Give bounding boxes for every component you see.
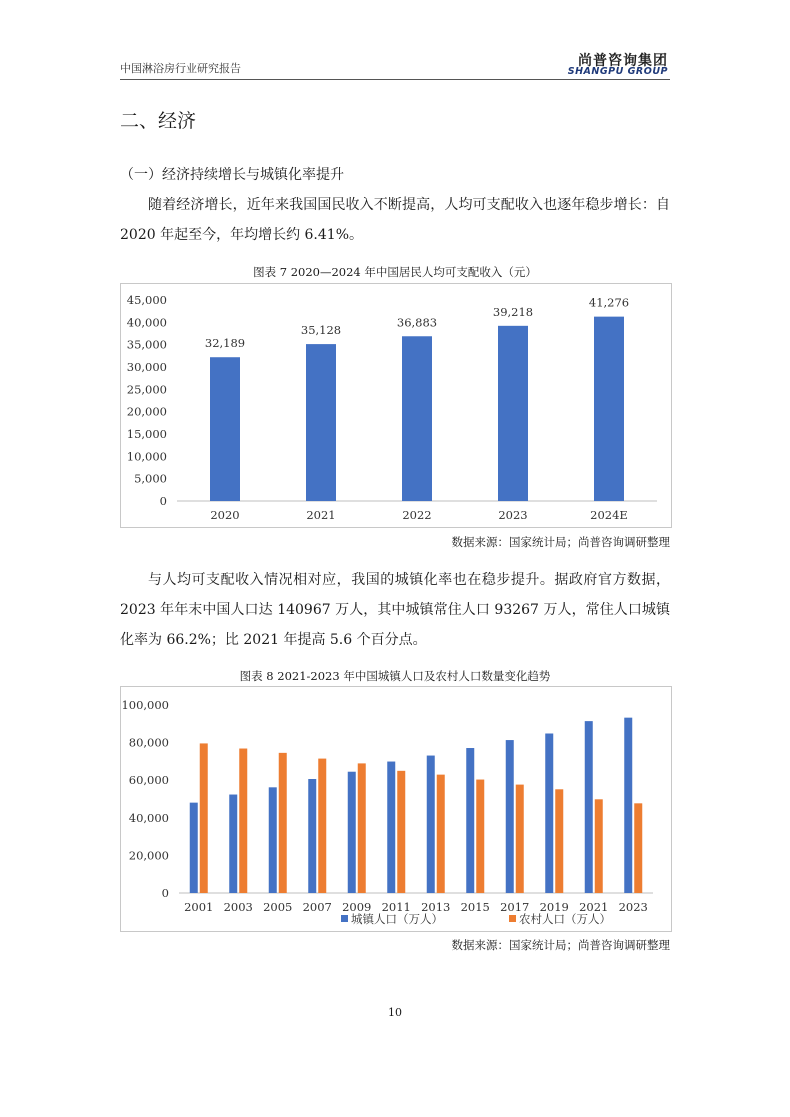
bar <box>306 344 336 501</box>
brand-logo-en: SHANGPU GROUP <box>567 66 668 77</box>
bar-rural <box>595 799 603 893</box>
y-tick-label: 25,000 <box>126 382 167 397</box>
paragraph-urbanization: 与人均可支配收入情况相对应，我国的城镇化率也在稳步提升。据政府官方数据，2023 年年末中国人口达 140967 万人，其中城镇常住人口 93267 万人，常住人口城镇化率为 66.2%；比 2021 年提高 5.6 个百分点。 <box>120 572 670 648</box>
data-label: 35,128 <box>300 323 342 338</box>
bar-urban <box>585 721 593 893</box>
header-doc-title: 中国淋浴房行业研究报告 <box>120 62 241 75</box>
bar-rural <box>476 780 484 893</box>
x-tick-label: 2020 <box>210 508 240 522</box>
y-tick-label: 15,000 <box>126 427 167 441</box>
x-tick-label: 2015 <box>460 900 490 914</box>
figure7-caption: 图表 7 2020—2024 年中国居民人均可支配收入（元） <box>253 265 537 279</box>
y-tick-label: 35,000 <box>126 337 167 352</box>
data-label: 41,276 <box>588 295 630 310</box>
data-label: 39,218 <box>492 304 534 319</box>
bar-urban <box>348 772 356 893</box>
x-tick-label: 2023 <box>618 900 648 914</box>
x-tick-label: 2003 <box>223 900 253 914</box>
bar-urban <box>308 779 316 893</box>
figure8-chart <box>120 686 672 932</box>
bar-rural <box>437 775 445 893</box>
figure7-source: 数据来源：国家统计局；尚普咨询调研整理 <box>451 535 670 549</box>
brand-logo-cn: 尚普咨询集团 <box>578 53 668 69</box>
bar <box>210 357 240 501</box>
x-tick-label: 2005 <box>263 900 293 914</box>
bar <box>594 317 624 501</box>
x-tick-label: 2011 <box>381 900 411 914</box>
bar-rural <box>397 771 405 893</box>
page-number: 10 <box>388 1006 402 1019</box>
bar-urban <box>387 762 395 893</box>
y-tick-label: 80,000 <box>128 735 169 750</box>
x-tick-label: 2017 <box>500 900 530 914</box>
bar-rural <box>555 789 563 893</box>
paragraph-income: 随着经济增长，近年来我国国民收入不断提高，人均可支配收入也逐年稳步增长：自 2020 年起至今，年均增长约 6.41%。 <box>120 197 670 243</box>
figure8-caption: 图表 8 2021-2023 年中国城镇人口及农村人口数量变化趋势 <box>239 669 551 683</box>
bar-rural <box>634 803 642 893</box>
bar-rural <box>279 753 287 893</box>
x-tick-label: 2021 <box>306 508 336 522</box>
x-tick-label: 2024E <box>590 508 628 522</box>
bar-rural <box>516 785 524 893</box>
x-tick-label: 2021 <box>579 900 609 914</box>
bar-rural <box>200 743 208 893</box>
y-tick-label: 20,000 <box>126 404 167 419</box>
x-tick-label: 2013 <box>421 900 451 914</box>
y-tick-label: 60,000 <box>128 773 169 788</box>
legend-label: 城镇人口（万人） <box>351 912 443 926</box>
x-tick-label: 2009 <box>342 900 372 914</box>
figure8-source: 数据来源：国家统计局；尚普咨询调研整理 <box>451 938 670 952</box>
header-divider <box>120 79 670 80</box>
legend-swatch <box>509 915 516 922</box>
bar-rural <box>318 759 326 893</box>
bar <box>498 326 528 501</box>
bar-rural <box>239 749 247 893</box>
data-label: 36,883 <box>396 315 438 330</box>
bar <box>402 336 432 501</box>
data-label: 32,189 <box>204 336 246 351</box>
bar-urban <box>269 787 277 893</box>
subsection-title: （一）经济持续增长与城镇化率提升 <box>120 167 344 183</box>
x-tick-label: 2023 <box>498 508 528 522</box>
bar-rural <box>358 763 366 893</box>
income-bar-chart <box>121 284 671 527</box>
x-tick-label: 2001 <box>184 900 214 914</box>
figure7-chart <box>120 283 672 528</box>
x-tick-label: 2019 <box>539 900 569 914</box>
y-tick-label: 5,000 <box>134 471 167 486</box>
y-tick-label: 40,000 <box>128 810 169 825</box>
y-tick-label: 10,000 <box>126 449 167 464</box>
y-tick-label: 0 <box>159 494 167 508</box>
bar-urban <box>506 740 514 893</box>
x-tick-label: 2022 <box>402 508 432 522</box>
bar-urban <box>190 803 198 893</box>
population-bar-chart <box>121 687 671 931</box>
y-tick-label: 40,000 <box>126 315 167 330</box>
y-tick-label: 30,000 <box>126 360 167 374</box>
bar-urban <box>427 756 435 893</box>
x-tick-label: 2007 <box>302 900 332 914</box>
y-tick-label: 45,000 <box>126 293 167 307</box>
bar-urban <box>624 718 632 893</box>
section-title: 二、经济 <box>120 110 197 132</box>
y-tick-label: 20,000 <box>128 848 169 863</box>
y-tick-label: 100,000 <box>121 698 169 712</box>
y-tick-label: 0 <box>161 886 169 900</box>
bar-urban <box>545 733 553 893</box>
legend-label: 农村人口（万人） <box>519 912 611 926</box>
bar-urban <box>466 748 474 893</box>
legend-swatch <box>341 915 348 922</box>
bar-urban <box>229 795 237 893</box>
